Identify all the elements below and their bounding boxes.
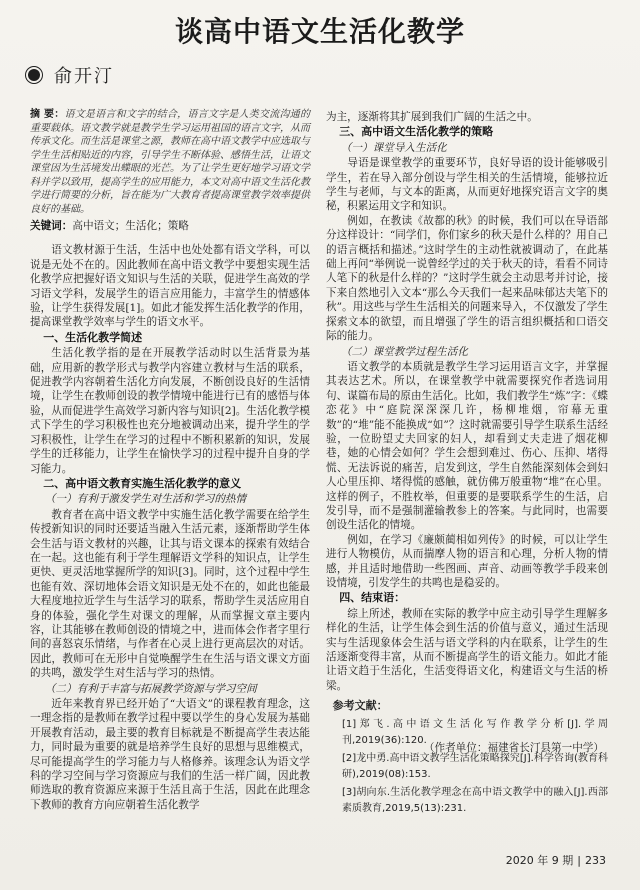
- abstract: [30, 108, 310, 216]
- subsection-heading: （二）课堂教学过程生活化: [340, 345, 468, 358]
- issue-label: 2020 年 9 期: [505, 854, 574, 867]
- references-title: 参考文献：: [332, 699, 388, 713]
- paragraph: 语文教学的本质就是教学生学习运用语言文字，并掌握其表达艺术。所以，在课堂教学中就需要探究作者选词用句、谋篇布局的原由生活化。比如，我们教学生“炼”字：《蝶恋花》中“庭院深深深几许，杨柳堆烟，帘幕无重数”的“堆”能不能换成“如”？这时就需要引导学生联系生活经验，一位盼望丈夫回家的妇人，却看到丈夫走进了烟花柳巷，她的心情会如何？学生会想到难过、伤心、压抑、堵得慌、无法诉说的痛苦，启发到这，学生自然能深刻体会到妇人心里压抑、堵得慌的感触，就仿佛万般重物“堆”在心里。这样的例子，不胜枚举，但重要的是要联系学生的生活，启发引导，而不是强制灌输教参上的答案。与此同时，也需要创设生活化的情境。: [326, 360, 608, 532]
- paragraph: 近年来教育界已经开始了“大语文”的课程教育理念，这一理念指的是教师在教学过程中要以学生的身心发展为基础开展教育活动，最主要的教育目标就是不断提高学生表达能力，同时最为重要的就是培养学生良好的思想与思维模式，尽可能提高学生的学习能力与人格修养。该理念认为语文学科的学习空间与学习资源应与我们的生活一样广阔，因此教师选取的教育资源应来源于生活且高于生活，因此在此理念下教师的教育方向应朝着生活化教学: [30, 698, 310, 811]
- author-row: [28, 62, 114, 88]
- keywords-text: 高中语文；生活化；策略: [72, 220, 189, 232]
- author-name: 俞开汀: [54, 66, 114, 87]
- keywords: [30, 219, 310, 233]
- paragraph: 综上所述，教师在实际的教学中应主动引导学生理解多样化的生活，让学生体会到生活的价值与意义，通过生活现实与生活现象体会生活与语文学科的内在联系，让学生的生活逐渐变得丰富，从而不断提高学生的语文能力。如此才能让语文趋于生活化，生活变得语文化，构建语文与生活的桥梁。: [326, 607, 608, 692]
- abstract-text: 语文是语言和文字的结合，语言文字是人类交流沟通的重要载体。语文教学就是教学生学习运用祖国的语言文字，从而传承文化。而生活是课堂之源，教师在高中语文教学中应选取与学生生活相贴近的内容，引导学生不断体验、感悟生活，让语文课堂因为生活境发出蝶眼的光芒。为了让学生更好地学习语文学科并学以致用，提高学生的应用能力，本文对高中语文生活化教学进行简要的分析，旨在能为广大教育者提高课堂教学效率提供良好的基础。: [30, 109, 311, 215]
- reference-item: [1]郑飞.高中语文生活化写作教学分析[J].学周刊,2019(36):120.: [342, 718, 608, 746]
- keywords-label: 关键词：: [30, 220, 73, 232]
- paragraph: 为主，逐渐将其扩展到我们广阔的生活之中。: [326, 111, 538, 123]
- reference-item: [3]胡向东.生活化教学理念在高中语文教学中的融入[J].西部素质教育,2019,5(13):231.: [342, 786, 608, 814]
- subsection-heading: （一）有利于激发学生对生活和学习的热情: [44, 493, 247, 506]
- paragraph: 例如，在教读《故都的秋》的时候，我们可以在导语部分这样设计：“同学们，你们家乡的秋天是什么样的？用自己的语言概括和描述。”这时学生的主动性就被调动了，在此基础上再问“举例说一说曾经学过的关于秋天的诗，看看不同诗人笔下的秋是什么样的？”这时学生就会主动思考并讨论，接下来自然地引入文本“那么今天我们一起来品味郁达夫笔下的秋”。用这些与学生生活相关的问题来导入，不仅激发了学生探索文本的欲望，而且增强了学生的语言组织概括和口语交际的能力。: [326, 214, 608, 343]
- abstract-label: 摘 要：: [30, 109, 65, 120]
- right-column: [326, 110, 608, 819]
- author-affiliation: （作者单位：福建省长汀县第一中学）: [423, 742, 604, 754]
- page-footer: [506, 852, 606, 868]
- paragraph: 教育者在高中语文教学中实施生活化教学需要在给学生传授新知识的同时还要适当融入生活元素，逐渐帮助学生体会生活与语文教材的兴趣，让其与语文课本的探索有效结合在一起。这也能有利于学生理解语文学科的知识点，让学生更快、更灵活地掌握所学的知识[3]。同时，这个过程中学生也能有效、深切地体会语文知识是无处不在的，如此也能最大程度地拉近学生与生活学习的联系，帮助学生灵活应用自身的体验，强化学生对课文的理解，从而掌握文章主要内容，让其能够在教师创设的情境之中，进而体会作者字里行间的喜怒哀乐情绪，与作者在心灵上进行更高层次的对话。因此，教师可在无形中自觉唤醒学生在生活与语文课文方面的共鸣，激发学生对生活与学习的热情。: [30, 508, 310, 680]
- page-number: 233: [585, 854, 606, 867]
- footer-separator: |: [577, 854, 581, 867]
- paragraph: 导语是课堂教学的重要环节，良好导语的设计能够吸引学生，若在导入部分创设与学生相关的生活情境，能够拉近学生与老师，与文本的距离，从而更好地探究语言文字的奥秘，积累运用文字和知识。: [326, 157, 608, 213]
- section-heading: 四、结束语：: [339, 591, 406, 605]
- section-heading: 一、生活化教学简述: [43, 330, 143, 344]
- article-title: 谈高中语文生活化教学: [174, 15, 465, 48]
- paragraph: 例如，在学习《廉颇蔺相如列传》的时候，可以让学生进行人物模仿，从而揣摩人物的语言和心理，分析人物的情感，并且适时地借助一些图画、声音、动画等教学手段来创设情境，引发学生的共鸣也是稳妥的。: [326, 533, 608, 589]
- reference-item: [2]龙中勇.高中语文教学生活化策略探究[J].科学咨询(教育科研),2019(08):153.: [342, 752, 608, 780]
- section-heading: 三、高中语文生活化教学的策略: [339, 125, 494, 139]
- subsection-heading: （二）有利于丰富与拓展教学资源与学习空间: [44, 682, 257, 695]
- subsection-heading: （一）课堂导入生活化: [340, 141, 447, 154]
- section-heading: 二、高中语文教育实施生活化教学的意义: [43, 476, 242, 490]
- paragraph: 语文教材源于生活，生活中也处处都有语文学科，可以说是无处不在的。因此教师在高中语文教学中要想实现生活化教学应把握好语文知识与生活的关联，促进学生高效的学习语文学科，发展学生的语言应用能力，丰富学生的情感体验，让学生获得发展[1]。如此才能发挥生活化教学的作用，提高课堂教学效率与学生的语文水平。: [30, 244, 310, 329]
- paragraph: 生活化教学指的是在开展教学活动时以生活背景为基础，应用新的教学形式与教学内容建立教材与生活的联系，促进教学内容朝着生活化方向发展，不断创设良好的生活情境，让学生在教师创设的教学情境中能进行已有的感悟与体验，从而促进学生高效学习新内容与知识[2]。生活化教学模式下学生的学习积极性也充分地被调动出来，提升学生的学习积极性，让学生在学习的过程中不断积累新的知识，发展学生的迁移能力，让学生在愉快学习的过程中提升自身的学习能力。: [30, 347, 310, 475]
- bullet-icon: [28, 69, 40, 81]
- left-column: [30, 108, 310, 812]
